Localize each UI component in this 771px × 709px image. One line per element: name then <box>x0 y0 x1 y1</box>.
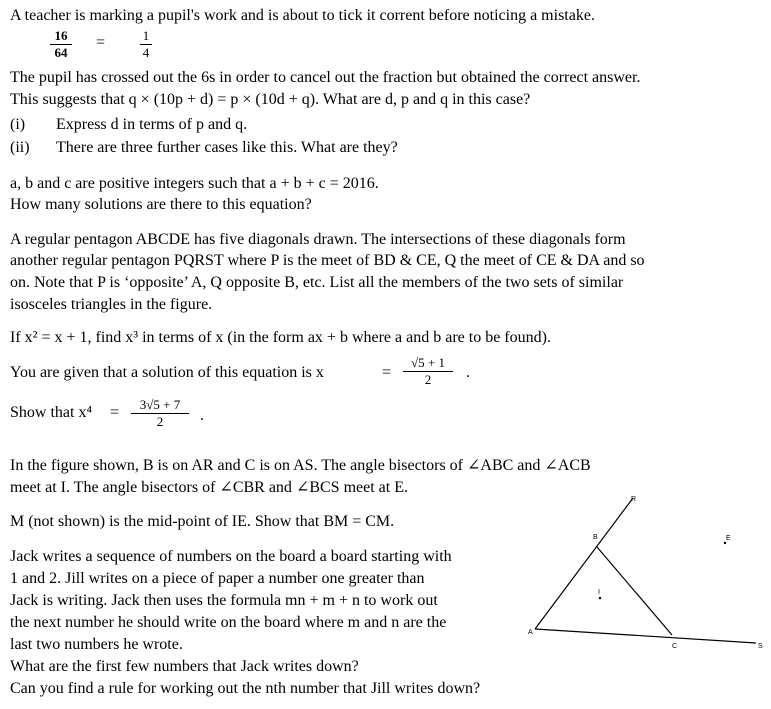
q1-line2: The pupil has crossed out the 6s in order to cancel out the fraction but obtained the correct answer. <box>10 69 641 86</box>
line-AS <box>535 629 756 643</box>
q1-frac-left-den: 64 <box>54 45 68 60</box>
q4-line1: If x² = x + 1, find x³ in terms of x (in the form ax + b where a and b are to be found). <box>10 329 551 346</box>
q4-sol-den: 2 <box>424 372 432 387</box>
q1-part1-label: (i) <box>10 116 26 133</box>
q3-line4: isosceles triangles in the figure. <box>10 296 213 313</box>
q1-part1-text: Express d in terms of p and q. <box>56 116 248 133</box>
q6-line3: Jack is writing. Jack then uses the formula mn + m + n to work out <box>10 592 438 609</box>
label-I: I <box>598 589 600 596</box>
q4-x4-fraction <box>131 398 189 429</box>
q1-line3: This suggests that q × (10p + d) = p × (10d + q). What are d, p and q in this case? <box>10 91 531 108</box>
point-E <box>724 542 726 544</box>
q6-line2: 1 and 2. Jill writes on a piece of paper a number one greater than <box>10 570 425 587</box>
q4-line2: You are given that a solution of this equation is x <box>10 364 324 381</box>
q4-solution-fraction <box>403 356 453 387</box>
q4-line3: Show that x⁴ <box>10 404 93 421</box>
q3-line1: A regular pentagon ABCDE has five diagonals drawn. The intersections of these diagonals form <box>10 231 626 248</box>
q6-line1: Jack writes a sequence of numbers on the board a board starting with <box>10 548 452 565</box>
q4-x4-den: 2 <box>156 414 164 429</box>
q1-intro: A teacher is marking a pupil's work and is about to tick it corrent before noticing a mistake. <box>10 7 595 24</box>
line-BC <box>597 547 672 635</box>
q1-part2-text: There are three further cases like this. What are they? <box>56 139 398 156</box>
line-AR <box>535 498 633 629</box>
label-S: S <box>758 643 763 650</box>
label-R: R <box>631 496 637 503</box>
q4-period-1: . <box>466 364 470 381</box>
q1-equals: = <box>96 34 106 51</box>
q1-fraction-left <box>50 29 72 60</box>
triangle-figure <box>520 488 768 650</box>
label-E: E <box>726 535 731 542</box>
q4-equals-2: = <box>110 404 120 421</box>
label-C: C <box>672 643 678 650</box>
q4-period-2: . <box>200 407 204 424</box>
q6-line7: Can you find a rule for working out the nth number that Jill writes down? <box>10 680 481 697</box>
q6-line6: What are the first few numbers that Jack writes down? <box>10 658 359 675</box>
q5-line2: meet at I. The angle bisectors of ∠CBR and ∠BCS meet at E. <box>10 479 408 496</box>
q1-frac-right-num: 1 <box>140 29 152 45</box>
q4-equals-1: = <box>382 364 392 381</box>
label-B: B <box>593 534 598 541</box>
q2-line1: a, b and c are positive integers such that a + b + c = 2016. <box>10 175 379 192</box>
q1-part2-label: (ii) <box>10 139 30 156</box>
q5-line1: In the figure shown, B is on AR and C is on AS. The angle bisectors of ∠ABC and ∠ACB <box>10 457 591 474</box>
q5-line3: M (not shown) is the mid-point of IE. Show that BM = CM. <box>10 513 395 530</box>
q4-x4-num: 3√5 + 7 <box>131 398 189 414</box>
q1-frac-right-den: 4 <box>142 45 150 60</box>
q1-frac-left-num: 16 <box>50 29 72 45</box>
q2-line2: How many solutions are there to this equation? <box>10 196 312 213</box>
q6-line5: last two numbers he wrote. <box>10 636 183 653</box>
q3-line3: on. Note that P is ‘opposite’ A, Q opposite B, etc. List all the members of the two sets of similar <box>10 274 624 291</box>
q1-fraction-right <box>140 29 152 60</box>
q6-line4: the next number he should write on the board where m and n are the <box>10 614 447 631</box>
point-I <box>599 597 601 599</box>
label-A: A <box>528 629 533 636</box>
q3-line2: another regular pentagon PQRST where P is the meet of BD & CE, Q the meet of CE & DA and so <box>10 252 645 269</box>
q4-sol-num: √5 + 1 <box>403 356 453 372</box>
